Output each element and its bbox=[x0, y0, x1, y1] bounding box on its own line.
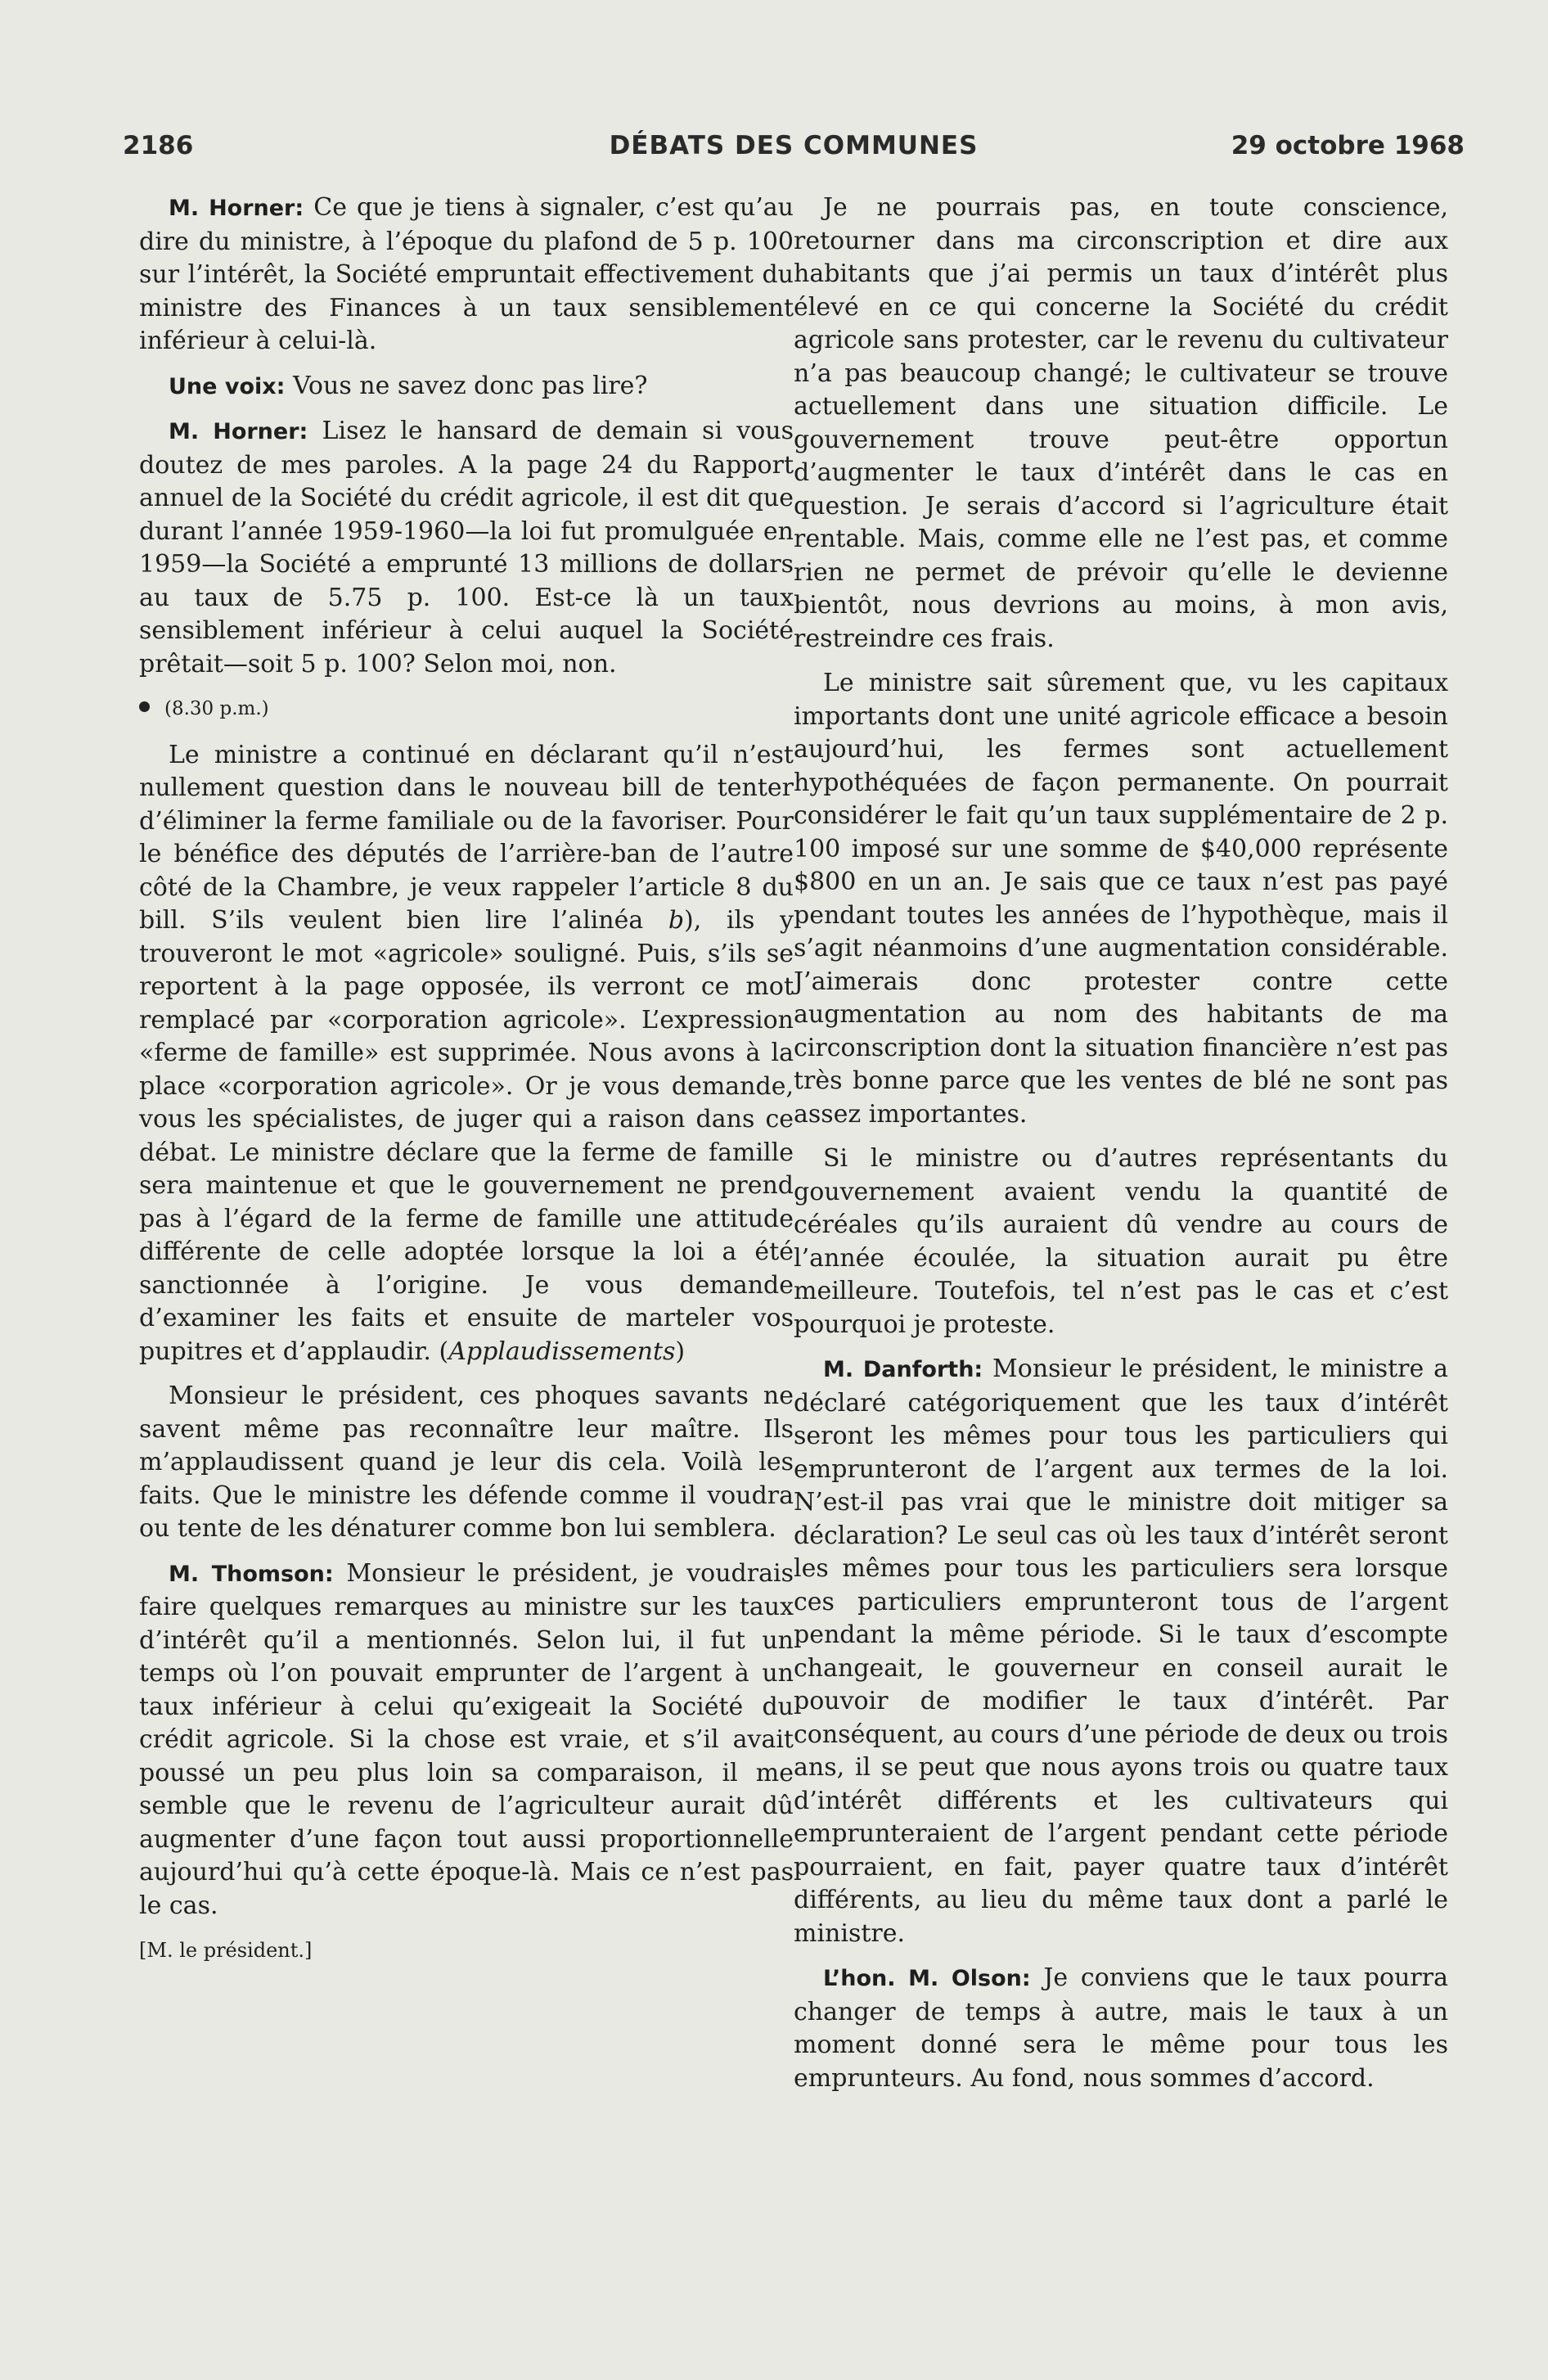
paragraph bbox=[794, 1353, 1448, 1950]
paragraph-text: Si le ministre ou d’autres représentants du gouvernement avaient vendu la quantité de céréales qu’ils auraient dû vendre au cours de l’année écoulée, la situation aurait pu être meilleure. Toutefois, tel n’est pas le cas et c’est pourquoi je proteste. bbox=[794, 1144, 1448, 1339]
paragraph bbox=[139, 1557, 794, 1923]
paragraph-text: Lisez le hansard de demain si vous doutez de mes paroles. A la page 24 du Rapport annuel de la Société du crédit agricole, il est dit que durant l’année 1959-1960—la loi fut promulguée en 1959—la Société a emprunté 13 millions de dollars au taux de 5.75 p. 100. Est-ce là un taux sensiblement inférieur à celui auquel la Société prêtait—soit 5 p. 100? Selon moi, non. bbox=[139, 417, 794, 678]
bullet-icon bbox=[139, 701, 150, 712]
page-header bbox=[123, 131, 1465, 167]
paragraph bbox=[794, 192, 1448, 656]
paragraph bbox=[139, 370, 794, 404]
paragraph-text: Le ministre a continué en déclarant qu’il n’est nullement question dans le nouveau bill de tenter d’éliminer la ferme familiale ou de la favoriser. Pour le bénéfice des députés de l’arrière-ban de l’autre côté de la Chambre, je veux rappeler l’article 8 du bill. S’ils veulent bien lire l’alinéa bbox=[139, 740, 794, 935]
right-column bbox=[794, 192, 1448, 2107]
speaker-name: M. Horner: bbox=[169, 196, 304, 221]
paragraph bbox=[139, 739, 794, 1369]
speaker-name: M. Thomson: bbox=[169, 1561, 334, 1587]
paragraph bbox=[139, 415, 794, 681]
speaker-name: Une voix: bbox=[169, 373, 286, 399]
paragraph-text-italic: b bbox=[668, 906, 685, 935]
paragraph bbox=[794, 1143, 1448, 1341]
time-marker bbox=[139, 692, 794, 726]
paragraph-text: Monsieur le président, ces phoques savants ne savent même pas reconnaître leur maître. Ils m’applaudissent quand je leur dis cela. Voilà les faits. Que le ministre les défende comme il voudra ou tente de les dénaturer comme bon lui semblera. bbox=[139, 1382, 794, 1543]
speaker-name: M. Horner: bbox=[169, 419, 308, 444]
paragraph-text: Ce que je tiens à signaler, c’est qu’au dire du ministre, à l’époque du plafond de 5 p. 100 sur l’intérêt, la Société empruntait effectivement du ministre des Finances à un taux sensiblement inférieur à celui-là. bbox=[139, 193, 794, 355]
paragraph bbox=[139, 1380, 794, 1546]
header-date: 29 octobre 1968 bbox=[1231, 131, 1465, 160]
paragraph bbox=[794, 667, 1448, 1131]
running-title: DÉBATS DES COMMUNES bbox=[609, 131, 979, 160]
paragraph bbox=[794, 1962, 1448, 2095]
time-mark-text: (8.30 p.m.) bbox=[164, 698, 269, 719]
paragraph-text: Monsieur le président, le ministre a déclaré catégoriquement que les taux d’intérêt seront les mêmes pour tous les particuliers qui emprunteront de l’argent aux termes de la loi. N’est-il pas vrai que le ministre doit mitiger sa déclaration? Le seul cas où les taux d’intérêt seront les mêmes pour tous les particuliers sera lorsque ces particuliers emprunteront tous de l’argent pendant la même période. Si le taux d’escompte changeait, le gouverneur en conseil aurait le pouvoir de modifier le taux d’intérêt. Par conséquent, au cours d’une période de deux ou trois ans, il se peut que nous ayons trois ou quatre taux d’intérêt différents et les cultivateurs qui emprunteraient de l’argent pendant cette période pourraient, en fait, payer quatre taux d’intérêt différents, au lieu du même taux dont a parlé le ministre. bbox=[794, 1355, 1448, 1948]
paragraph-text: ) bbox=[675, 1336, 686, 1366]
footnote: [M. le président.] bbox=[139, 1939, 313, 1962]
paragraph-text: Je ne pourrais pas, en toute conscience, retourner dans ma circonscription et dire aux habitants que j’ai permis un taux d’intérêt plus élevé en ce qui concerne la Société du crédit agricole sans protester, car le revenu du cultivateur n’a pas beaucoup changé; le cultivateur se trouve actuellement dans une situation difficile. Le gouvernement trouve peut-être opportun d’augmenter le taux d’intérêt dans le cas en question. Je serais d’accord si l’agriculture était rentable. Mais, comme elle ne l’est pas, et comme rien ne permet de prévoir qu’elle le devienne bientôt, nous devrions au moins, à mon avis, restreindre ces frais. bbox=[794, 193, 1448, 653]
paragraph bbox=[139, 192, 794, 358]
paragraph-text: Vous ne savez donc pas lire? bbox=[285, 371, 648, 400]
left-column bbox=[139, 192, 794, 1968]
paragraph-text: Je conviens que le taux pourra changer de temps à autre, mais le taux à un moment donné sera le même pour tous les emprunteurs. Au fond, nous sommes d’accord. bbox=[794, 1963, 1448, 2093]
paragraph-text: ), ils y trouveront le mot «agricole» souligné. Puis, s’ils se reportent à la page opposée, ils verront ce mot remplacé par «corporation agricole». L’expression «ferme de famille» est supprimée. Nous avons à la place «corporation agricole». Or je vous demande, vous les spécialistes, de juger qui a raison dans ce débat. Le ministre déclare que la ferme de famille sera maintenue et que le gouvernement ne prend pas à l’égard de la ferme de famille une attitude différente de celle adoptée lorsque la loi a été sanctionnée à l’origine. Je vous demande d’examiner les faits et ensuite de marteler vos pupitres et d’applaudir. ( bbox=[139, 906, 794, 1366]
speaker-name: L’hon. M. Olson: bbox=[823, 1966, 1031, 1991]
applause-note: Applaudissements bbox=[448, 1336, 676, 1366]
paragraph-text: Le ministre sait sûrement que, vu les capitaux importants dont une unité agricole efficace a besoin aujourd’hui, les fermes sont actuellement hypothéquées de façon permanente. On pourrait considérer le fait qu’un taux supplémentaire de 2 p. 100 imposé sur une somme de $40,000 représente $800 en un an. Je sais que ce taux n’est pas payé pendant toutes les années de l’hypothèque, mais il s’agit néanmoins d’une augmentation considérable. J’aimerais donc protester contre cette augmentation au nom des habitants de ma circonscription dont la situation financière n’est pas très bonne parce que les ventes de blé ne sont pas assez importantes. bbox=[794, 669, 1448, 1129]
paragraph-text: Monsieur le président, je voudrais faire quelques remarques au ministre sur les taux d’intérêt qu’il a mentionnés. Selon lui, il fut un temps où l’on pouvait emprunter de l’argent à un taux inférieur à celui qu’exigeait la Société du crédit agricole. Si la chose est vraie, et s’il avait poussé un peu plus loin sa comparaison, il me semble que le revenu de l’agriculteur aurait dû augmenter d’une façon tout aussi proportionnelle aujourd’hui qu’à cette époque-là. Mais ce n’est pas le cas. bbox=[139, 1558, 794, 1920]
speaker-name: M. Danforth: bbox=[823, 1357, 983, 1382]
page-number: 2186 bbox=[123, 131, 194, 160]
